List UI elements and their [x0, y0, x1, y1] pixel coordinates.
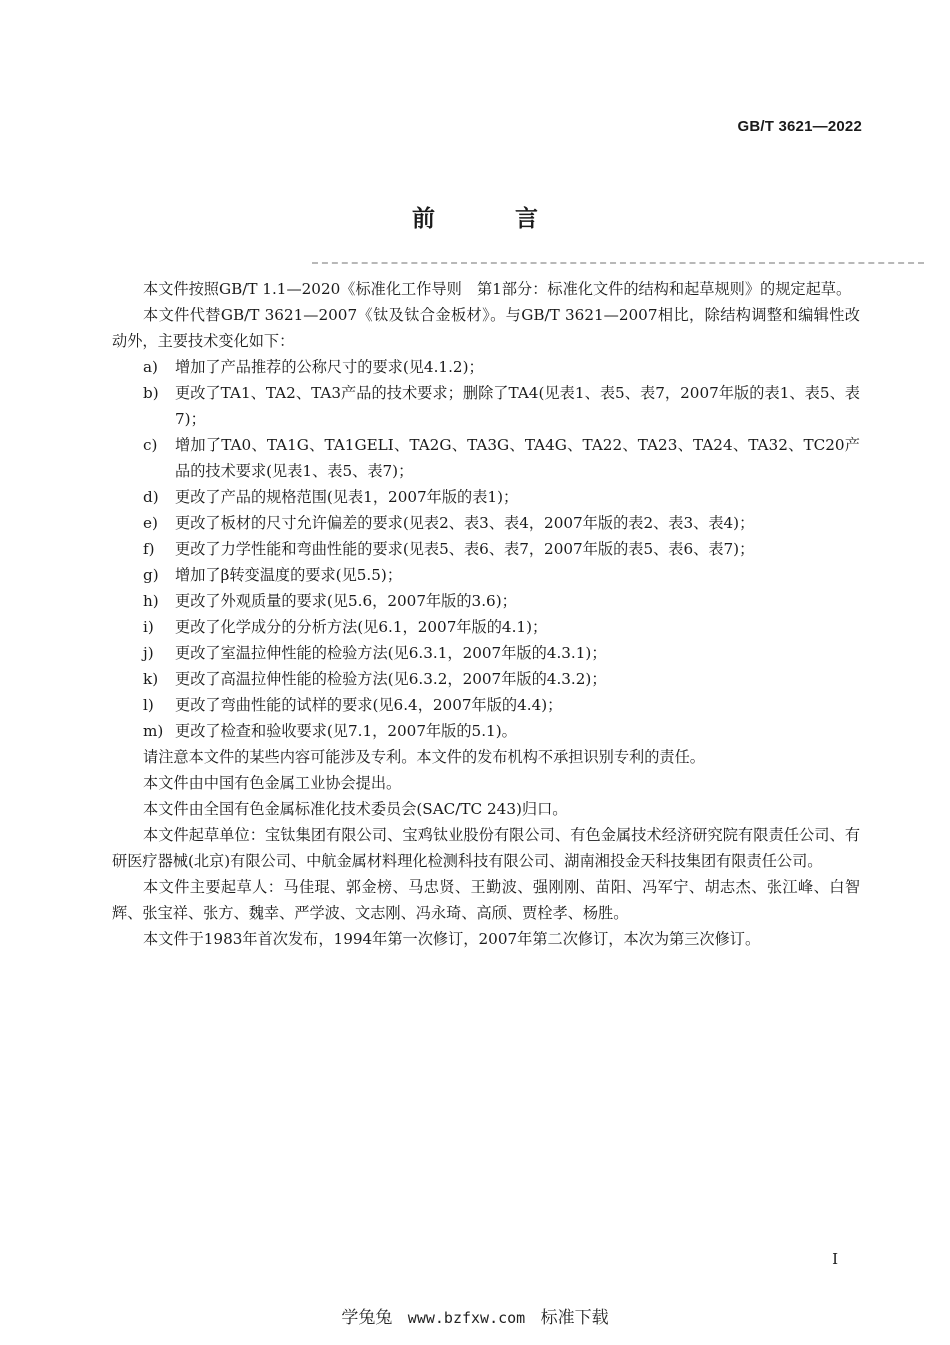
- list-item-text: 更改了产品的规格范围(见表1，2007年版的表1)；: [175, 488, 519, 506]
- list-item: [112, 484, 860, 510]
- list-item-key: g): [143, 566, 159, 584]
- list-item: [112, 510, 860, 536]
- paragraph-drafting-units: 本文件起草单位：宝钛集团有限公司、宝鸡钛业股份有限公司、有色金属技术经济研究院有限责任公司、有研医疗器械(北京)有限公司、中航金属材料理化检测科技有限公司、湖南湘投金天科技集团有限责任公司。: [112, 826, 860, 870]
- list-item-text: 更改了检查和验收要求(见7.1，2007年版的5.1)。: [175, 722, 517, 740]
- list-item-key: c): [143, 436, 158, 454]
- paragraph-proposer: 本文件由中国有色金属工业协会提出。: [143, 774, 402, 792]
- list-item-text: 增加了产品推荐的公称尺寸的要求(见4.1.2)；: [175, 358, 484, 376]
- list-item: [112, 640, 860, 666]
- list-item-key: i): [143, 618, 154, 636]
- footer-slogan: 标准下载: [540, 1308, 609, 1328]
- page-title: 前 言: [411, 206, 574, 232]
- list-item-text: 更改了板材的尺寸允许偏差的要求(见表2、表3、表4，2007年版的表2、表3、表4)；: [175, 514, 755, 532]
- list-item-text: 增加了TA0、TA1G、TA1GELI、TA2G、TA3G、TA4G、TA22、TA23、TA24、TA32、TC20产品的技术要求(见表1、表5、表7)；: [175, 436, 860, 480]
- list-item: [112, 692, 860, 718]
- list-item: [112, 432, 860, 484]
- page-number: I: [832, 1250, 838, 1268]
- list-item: [112, 614, 860, 640]
- paragraph-replaces: 本文件代替GB/T 3621—2007《钛及钛合金板材》。与GB/T 3621—2007相比，除结构调整和编辑性改动外，主要技术变化如下：: [112, 306, 860, 350]
- list-item-key: m): [143, 722, 164, 740]
- list-item: [112, 354, 860, 380]
- paragraph-drafters: 本文件主要起草人：马佳琨、郭金榜、马忠贤、王勤波、强刚刚、苗阳、冯军宁、胡志杰、张江峰、白智辉、张宝祥、张方、魏幸、严学波、文志刚、冯永琦、高颀、贾栓孝、杨胜。: [112, 878, 860, 922]
- paragraph-patent-notice: 请注意本文件的某些内容可能涉及专利。本文件的发布机构不承担识别专利的责任。: [143, 748, 705, 766]
- list-item: [112, 666, 860, 692]
- footer-watermark: [0, 1303, 950, 1328]
- standard-code: GB/T 3621—2022: [737, 118, 862, 135]
- paragraph-history: 本文件于1983年首次发布，1994年第一次修订，2007年第二次修订，本次为第三次修订。: [143, 930, 761, 948]
- list-item: [112, 588, 860, 614]
- list-item-key: k): [143, 670, 159, 688]
- footer-site-name: 学兔兔: [341, 1308, 393, 1328]
- list-item-text: 更改了力学性能和弯曲性能的要求(见表5、表6、表7，2007年版的表5、表6、表7)；: [175, 540, 755, 558]
- list-item-key: a): [143, 358, 158, 376]
- list-item-key: f): [143, 540, 155, 558]
- list-item-text: 更改了弯曲性能的试样的要求(见6.4，2007年版的4.4)；: [175, 696, 563, 714]
- footer-url[interactable]: www.bzfxw.com: [407, 1309, 526, 1327]
- list-item-key: j): [143, 644, 154, 662]
- list-item-key: b): [143, 384, 159, 402]
- list-item-text: 更改了TA1、TA2、TA3产品的技术要求；删除了TA4(见表1、表5、表7，2007年版的表1、表5、表7)；: [175, 384, 860, 428]
- list-item-key: l): [143, 696, 154, 714]
- list-item-key: e): [143, 514, 158, 532]
- list-item: [112, 380, 860, 432]
- paragraph-administrator: 本文件由全国有色金属标准化技术委员会(SAC/TC 243)归口。: [143, 800, 568, 818]
- list-item-text: 更改了室温拉伸性能的检验方法(见6.3.1，2007年版的4.3.1)；: [175, 644, 607, 662]
- title-divider: [312, 262, 924, 264]
- list-item: [112, 718, 860, 744]
- list-item-key: h): [143, 592, 159, 610]
- foreword-body: [112, 276, 860, 952]
- list-item-text: 更改了化学成分的分析方法(见6.1，2007年版的4.1)；: [175, 618, 548, 636]
- list-item-key: d): [143, 488, 159, 506]
- list-item: [112, 536, 860, 562]
- paragraph-drafting-rules: 本文件按照GB/T 1.1—2020《标准化工作导则 第1部分：标准化文件的结构和起草规则》的规定起草。: [143, 280, 852, 298]
- list-item-text: 更改了外观质量的要求(见5.6，2007年版的3.6)；: [175, 592, 517, 610]
- list-item-text: 更改了高温拉伸性能的检验方法(见6.3.2，2007年版的4.3.2)；: [175, 670, 607, 688]
- list-item: [112, 562, 860, 588]
- changes-list: [112, 354, 860, 744]
- list-item-text: 增加了β转变温度的要求(见5.5)；: [175, 566, 403, 584]
